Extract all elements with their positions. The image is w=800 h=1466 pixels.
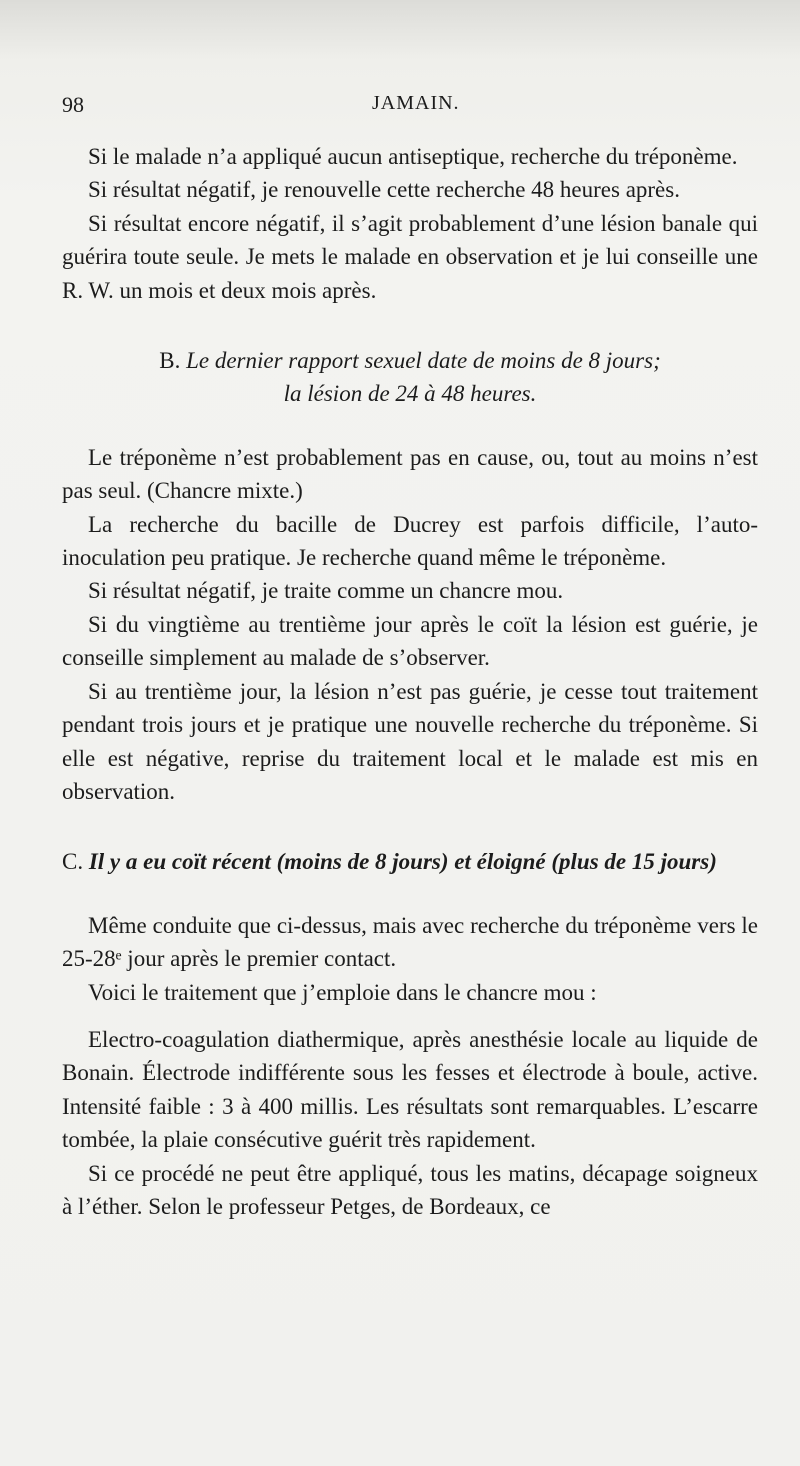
paragraph: Si le malade n’a appliqué aucun antiseptique, recherche du tréponème. xyxy=(88,144,738,169)
body-text xyxy=(62,140,758,1223)
section-b-letter: B. xyxy=(159,348,181,374)
paragraph: Si du vingtième au trentième jour après le coït la lésion est guérie, je conseille simplement au malade de s’observer. xyxy=(62,611,758,671)
paragraph: Même conduite que ci-dessus, mais avec recherche du tréponème vers le 25-28ᵉ jour après le premier contact. xyxy=(62,912,758,972)
running-head: JAMAIN. xyxy=(372,92,460,114)
paragraph: Voici le traitement que j’emploie dans le chancre mou : xyxy=(88,979,597,1005)
paragraph: Si au trentième jour, la lésion n’est pas guérie, je cesse tout traitement pendant trois jours et je pratique une nouvelle recherche du tréponème. Si elle est négative, reprise du traitement local et le malade est mis en observation. xyxy=(62,678,758,804)
page-header xyxy=(62,92,756,122)
paragraph: Si résultat négatif, je renouvelle cette recherche 48 heures après. xyxy=(88,177,680,203)
section-c-title: Il y a eu coït récent (moins de 8 jours) et éloigné (plus de 15 jours) xyxy=(88,849,717,875)
paragraph: La recherche du bacille de Ducrey est parfois difficile, l’auto-inoculation peu pratique. Je recherche quand même le tréponème. xyxy=(62,511,758,571)
section-b-title-line2: la lésion de 24 à 48 heures. xyxy=(283,381,537,407)
section-b-title-line1: Le dernier rapport sexuel date de moins de 8 jours; xyxy=(186,348,661,374)
paragraph: Si résultat négatif, je traite comme un chancre mou. xyxy=(88,578,564,604)
paragraph: Le tréponème n’est probablement pas en cause, ou, tout au moins n’est pas seul. (Chancre mixte.) xyxy=(62,444,758,504)
section-b-heading xyxy=(62,344,758,411)
section-c-letter: C. xyxy=(62,849,84,875)
section-c-heading xyxy=(62,845,758,878)
paragraph: Si ce procédé ne peut être appliqué, tous les matins, décapage soigneux à l’éther. Selon le professeur Petges, de Bordeaux, ce xyxy=(62,1160,758,1219)
paragraph: Si résultat encore négatif, il s’agit probablement d’une lésion banale qui guérira toute seule. Je mets le malade en observation et je lui conseille une R. W. un mois et deux mois après. xyxy=(62,210,758,303)
page-number: 98 xyxy=(62,92,84,117)
paragraph: Electro-coagulation diathermique, après anesthésie locale au liquide de Bonain. Électrode indifférente sous les fesses et électrode à boule, active. Intensité faible : 3 à 400 millis. Les résultats sont remarquables. L’escarre tombée, la plaie consécutive guérit très rapidement. xyxy=(62,1026,758,1153)
